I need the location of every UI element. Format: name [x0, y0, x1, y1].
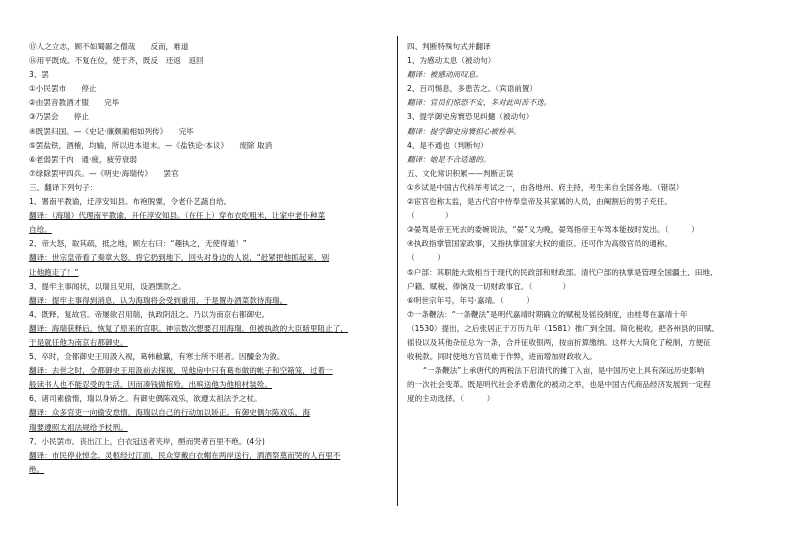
left-text-line: ⑤罢盐铁，酒榷，均输，所以进本退末。—《盐铁论·本议》 废除 取消: [29, 140, 273, 150]
right-text-line: （ ）: [407, 211, 453, 221]
right-text-line: ⑦一条鞭法：“一条鞭法”是明代嘉靖时期确立的赋税及徭役制度，由桂萼在嘉靖十年: [407, 309, 688, 319]
left-text-line: 翻译：海瑞获释后，恢复了原来的官职。神宗数次想要召用海瑞，但被执政的大臣暗里阻止了，: [29, 323, 348, 333]
left-text-line: ⑮人之立志，顾不如蜀鄙之僧哉 反而，难道: [29, 42, 189, 51]
left-text-line: 5、卒时，佥都御史王用汲入视，葛帏敝籝，有寒士所不堪者。因醵金为敛。: [29, 352, 285, 362]
right-text-line: 徭役以及其他杂征总为一条，合并征收银两，按亩折算缴纳。这样大大简化了税制，方便征: [407, 337, 711, 347]
left-text-line: ②由罢音教酒才服 完毕: [29, 98, 120, 108]
right-text-line: 收税款。同时使地方官员难于作弊，进而增加财政收入。: [407, 352, 597, 362]
right-text-line: 五、文化常识积累——判断正误: [407, 168, 514, 178]
left-text-line: 翻译：市民停业悼念。灵柩经过江面，民众穿戴白衣帽在两岸送行，洒酒祭奠而哭的人百里不: [29, 450, 341, 460]
left-text-line: 翻译：（海瑞）代理南平教谕，升任淳安知县。（在任上）穿布衣吃粗米，让家中老仆种菜: [29, 211, 326, 221]
right-text-line: 翻译：被感动而叹息。: [407, 70, 483, 80]
left-text-line: 4、既释，复故官。帝屡欲召用瑞，执政阴沮之。乃以为南京右都御史。: [29, 309, 270, 319]
right-text-line: 3、提学御史房寰恐见纠擿（被动句）: [407, 112, 534, 122]
left-text-line: 瑞要遵照太祖法规给予杖刑。: [29, 422, 128, 432]
left-text-line: ④既罢归国。—《史记·廉颇蔺相如列传》 完毕: [29, 126, 194, 136]
left-text-line: 2、帝大怒，取其疏，抵之地，顾左右曰：“趣执之，无使得遁！”: [29, 239, 247, 249]
left-text-line: 于是就任他为南京右都御史。: [29, 337, 128, 347]
left-text-line: 让他跑走了！”: [29, 267, 79, 277]
right-text-line: 4、是不通也（判断句）: [407, 140, 488, 150]
right-text-line: ③晏驾是帝王死去的委婉说法，“晏”义为晚，晏驾指帝王车驾本能按时发出。（ ）: [407, 225, 699, 235]
left-text-line: 3、罢: [29, 70, 50, 80]
right-text-line: 1、为感动太息（被动句）: [407, 56, 496, 66]
left-column: [29, 40, 399, 477]
right-text-line: 翻译：官员们惊恐不安，多对此叫苦不迭。: [407, 98, 552, 108]
right-text-line: ①乡试是中国古代科举考试之一，由各地州、府主持，考生来自全国各地。（错误）: [407, 182, 684, 192]
left-text-line: 般读书人也不能忍受的生活。因而凑钱做棺殓。出殡送他为他棺材装殓。: [29, 380, 272, 390]
right-text-line: ②宦官也称太监，是古代宫中侍奉皇帝及其家属的人员，由阉割后的男子充任。: [407, 197, 672, 207]
right-text-line: 四、判断特殊句式并翻译: [407, 42, 491, 51]
left-text-line: 翻译：去世之时，佥都御史王用汲前去探视，见他房中只有葛布做的帐子和空箱笼，过着一: [29, 366, 333, 376]
left-text-line: ③乃罢会 停止: [29, 112, 89, 122]
left-text-line: 6、诸司素偷惰，瑞以身矫之。有御史偶陈戏乐，欲遵太祖法予之杖。: [29, 394, 262, 404]
left-text-line: 翻译：众多官吏一向偷安怠惰，海瑞以自己的行动加以矫正。有御史偶尔陈戏乐，海: [29, 408, 310, 418]
left-text-line: 翻译：世宗皇帝看了奏章大怒，将它扔到地下，回头对身边的人说，“赶紧把他抓起来，别: [29, 253, 330, 263]
left-text-line: ⑥老弱罢于内 通·疲，疲劳衰弱: [29, 154, 137, 164]
right-text-line: （1530）提出，之后张居正于万历九年（1581）推广到全国。简化税收，把各州县的田赋、: [407, 323, 720, 333]
left-text-line: 翻译：提牢主事得到消息，认为海瑞将会受到重用，于是置办酒菜款待海瑞。: [29, 295, 288, 305]
left-text-line: 7、小民罢市。丧出江上，白衣冠送者夹岸，酹而哭者百里不绝。(4分): [29, 436, 265, 446]
right-text-line: 度的主动选择。（ ）: [407, 394, 495, 404]
right-text-line: ④执政指掌管国家政事，又指执掌国家大权的重臣。还可作为高级官员的通称。: [407, 239, 672, 249]
right-text-line: “一条鞭法”上承唐代的两税法下启清代的摊丁入亩，是中国历史上具有深远历史影响: [423, 366, 705, 376]
right-text-line: 2、百司惕息，多患苦之。（宾语前置）: [407, 84, 538, 94]
left-text-line: 3、提牢主事闻状，以瑞且见用，设酒馔款之。: [29, 281, 186, 291]
left-text-line: ⑯用平既成。不复在位，使于齐，既反 还返 返回: [29, 56, 204, 66]
column-divider: [397, 36, 398, 506]
right-text-line: （ ）: [407, 253, 445, 263]
left-text-line: 1、署南平教谕，迁淳安知县。布袍脱粟，令老仆艺蔬自给。: [29, 197, 232, 207]
left-text-line: ①小民罢市 停止: [29, 84, 97, 94]
right-column: [407, 40, 779, 406]
left-text-line: ⑦绿除罢甲四兵。—《明史·海瑞传》 罢官: [29, 168, 179, 178]
right-text-line: 翻译：提学御史房寰担心被检举。: [407, 126, 521, 136]
right-text-line: 户籍、赋税、俸饷及一切财政事宜。（ ）: [407, 281, 571, 291]
left-text-line: 自给。: [29, 225, 52, 235]
right-text-line: ⑥明世宗年号，年号·嘉靖。（ ）: [407, 295, 534, 305]
left-text-line: 三、翻译下列句子：: [29, 182, 98, 192]
left-text-line: 绝。: [29, 464, 45, 474]
right-text-line: 的一次社会变革。既是明代社会矛盾激化的被动之举，也是中国古代商品经济发展到一定程: [407, 380, 711, 390]
right-text-line: ⑤户部：其职能大致相当于现代的民政部和财政部。清代户部的执掌是管理全国疆土、田地、: [407, 267, 718, 277]
right-text-line: 翻译：她是不合适通的。: [407, 154, 491, 164]
